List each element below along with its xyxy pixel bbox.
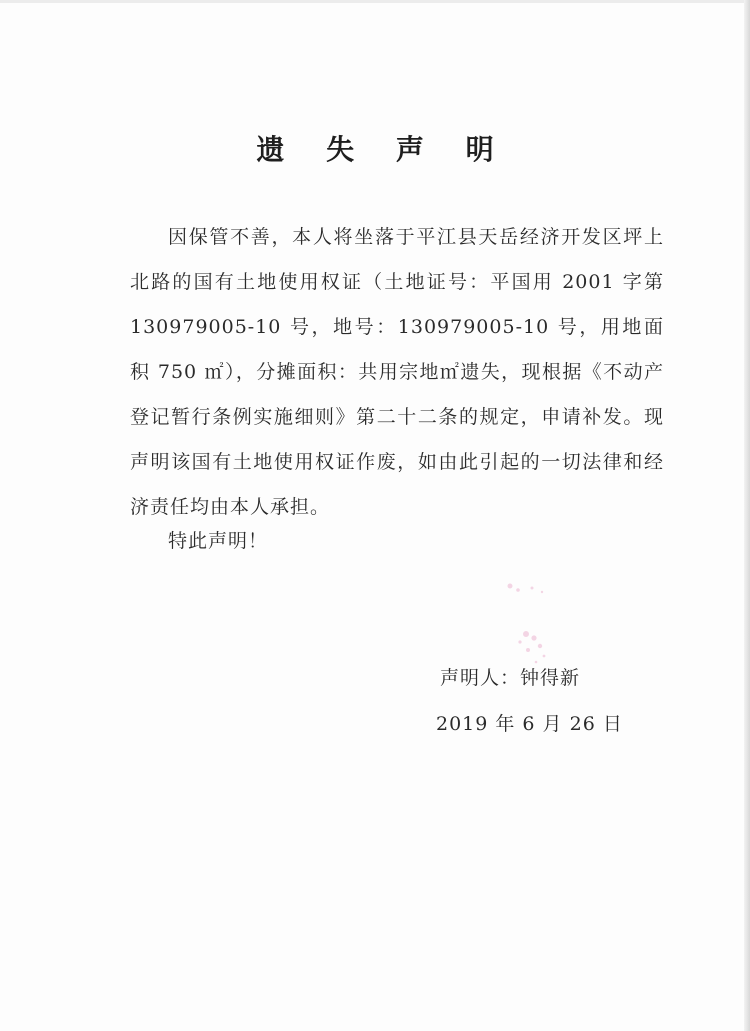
statement-date: 2019 年 6 月 26 日 [436,713,623,735]
signer-label: 声明人： [440,667,521,689]
signer-name: 钟得新 [520,667,581,689]
closing-line: 特此声明！ [168,530,269,552]
scan-edge-top [0,0,750,3]
statement-body: 因保管不善，本人将坐落于平江县天岳经济开发区坪上北路的国有土地使用权证（土地证号：平国用 2001 字第 130979005-10 号，地号：130979005-10 号，用地面积 750 ㎡），分摊面积：共用宗地㎡遗失，现根据《不动产登记暂行条例实施细则》第二十二条的规定，申请补发。现声明该国有土地使用权证作废，如由此引起的一切法律和经济责任均由本人承担。 [130,226,664,518]
page-title: 遗 失 声 明 [256,133,510,166]
signer-line [440,663,580,690]
